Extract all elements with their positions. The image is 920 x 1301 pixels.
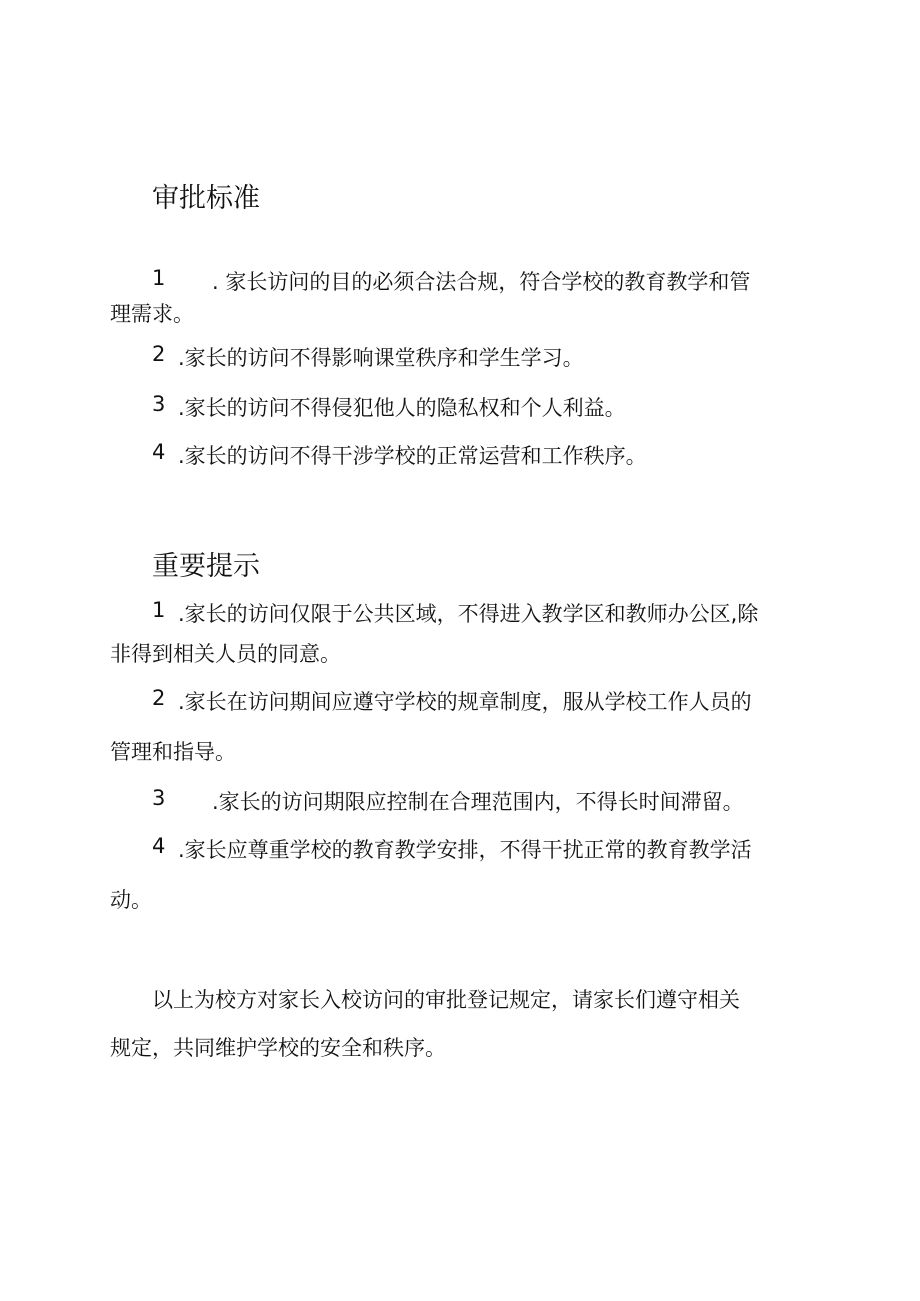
item-text: .家长的访问期限应控制在合理范围内，不得长时间滞留。 xyxy=(212,790,744,814)
item-number: 2 xyxy=(152,342,166,366)
item-number: 1 xyxy=(152,266,166,290)
item-number: 3 xyxy=(152,786,166,810)
item-text: . 家长访问的目的必须合法合规，符合学校的教育教学和管 xyxy=(212,270,751,294)
item-text: .家长的访问仅限于公共区域，不得进入教学区和教师办公区,除 xyxy=(178,602,759,626)
closing-text: 以上为校方对家长入校访问的审批登记规定，请家长们遵守相关 xyxy=(152,988,740,1012)
item-text: .家长的访问不得干涉学校的正常运营和工作秩序。 xyxy=(178,444,647,468)
item-text: .家长在访问期间应遵守学校的规章制度，服从学校工作人员的 xyxy=(178,690,752,714)
section-title: 重要提示 xyxy=(152,551,260,582)
closing-text-cont: 规定，共同维护学校的安全和秩序。 xyxy=(110,1036,446,1060)
item-text: .家长的访问不得影响课堂秩序和学生学习。 xyxy=(178,346,584,370)
item-text-cont: 管理和指导。 xyxy=(110,740,236,764)
item-text-cont: 非得到相关人员的同意。 xyxy=(110,642,341,666)
item-text: .家长的访问不得侵犯他人的隐私权和个人利益。 xyxy=(178,396,626,420)
item-number: 2 xyxy=(152,686,166,710)
section-title: 审批标准 xyxy=(152,183,260,214)
item-number: 3 xyxy=(152,392,166,416)
item-number: 4 xyxy=(152,834,166,858)
item-number: 1 xyxy=(152,598,166,622)
item-text: .家长应尊重学校的教育教学安排，不得干扰正常的教育教学活 xyxy=(178,838,752,862)
item-text-cont: 理需求。 xyxy=(110,302,194,326)
item-text-cont: 动。 xyxy=(110,888,152,912)
item-number: 4 xyxy=(152,440,166,464)
